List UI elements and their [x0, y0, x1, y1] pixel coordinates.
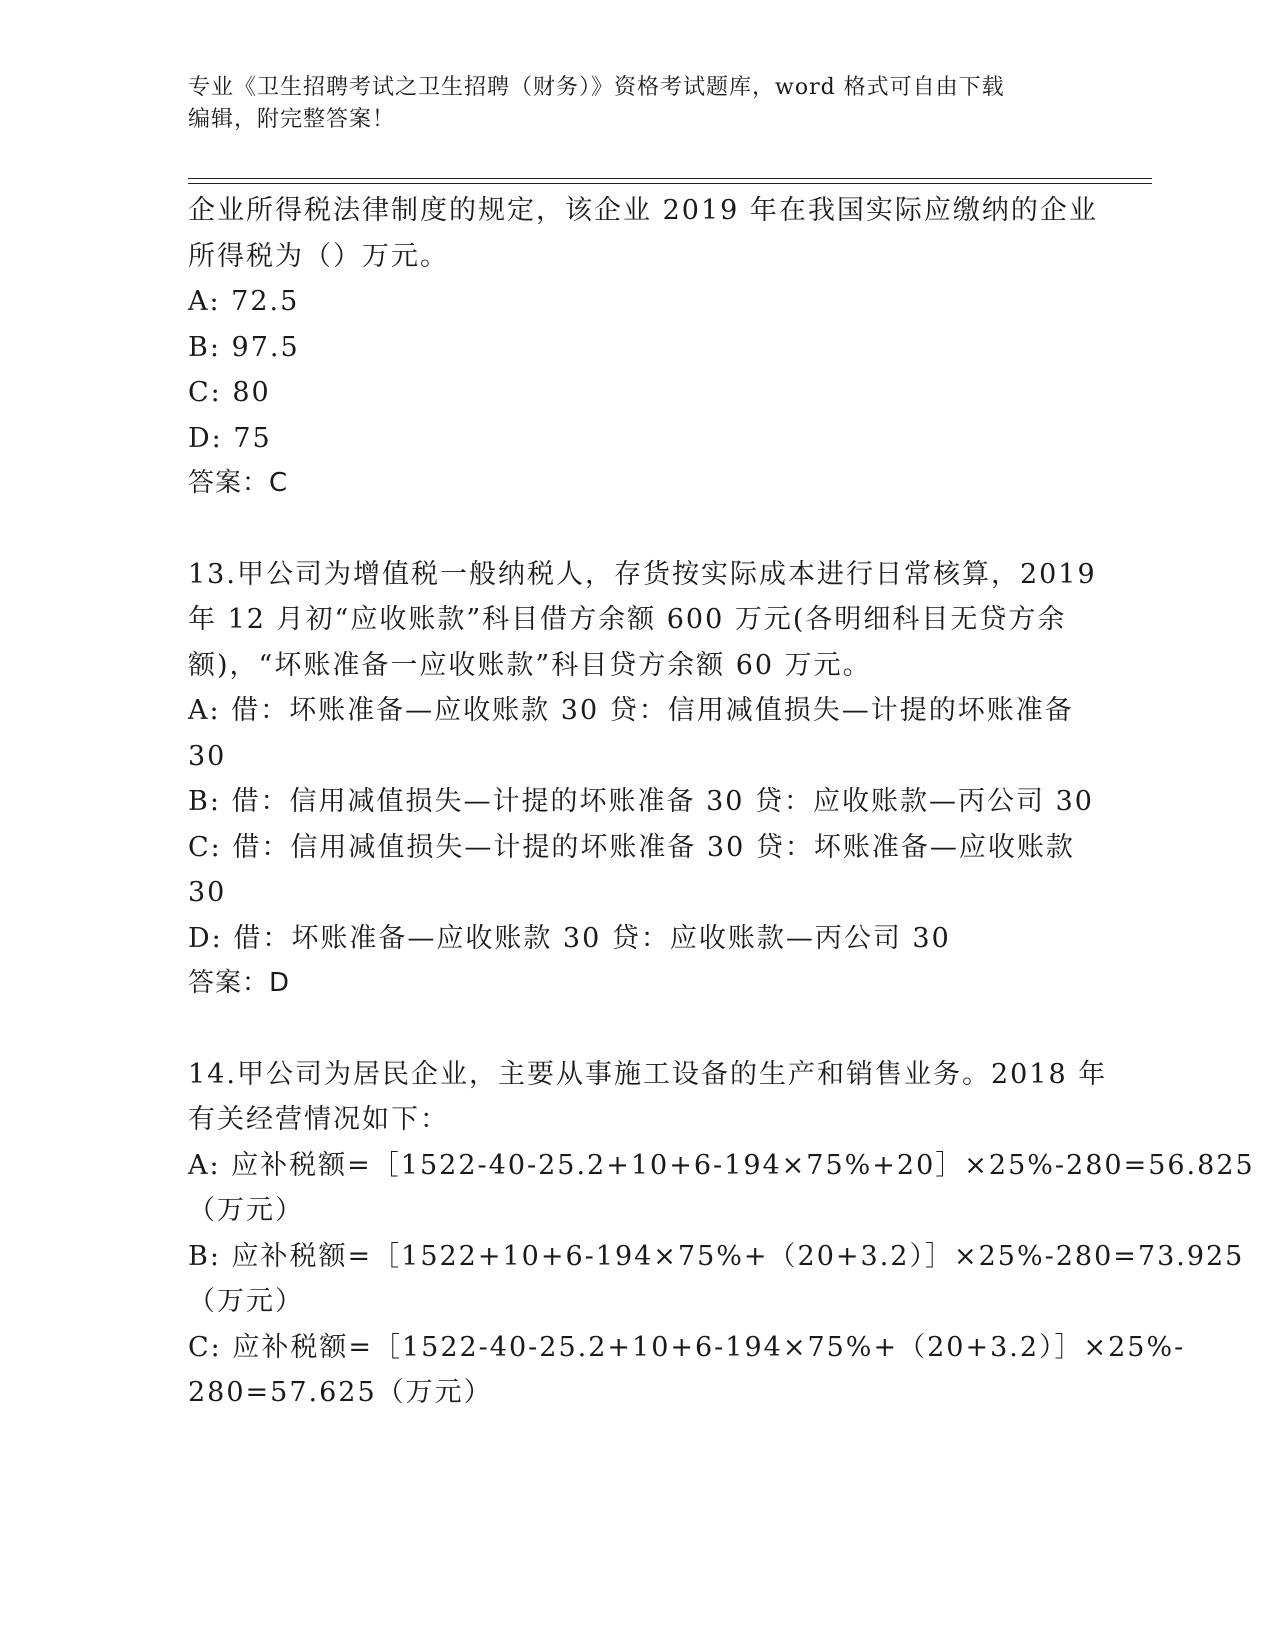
option-c: C: 应补税额=［1522-40-25.2+10+6-194×75%+（20+3.2）］×25%-: [188, 1331, 1186, 1363]
header-line-2: 编辑，附完整答案！: [188, 107, 396, 132]
header-divider-bottom: [188, 183, 1152, 184]
option-a-continued: 30: [188, 740, 227, 772]
option-c-continued: 280=57.625（万元）: [188, 1377, 493, 1408]
option-b: B: 97.5: [188, 331, 300, 363]
option-a: A: 借：坏账准备—应收账款 30 贷：信用减值损失—计提的坏账准备: [188, 695, 1074, 726]
option-b: B: 借：信用减值损失—计提的坏账准备 30 贷：应收账款—丙公司 30: [188, 786, 1094, 817]
option-a: A: 应补税额=［1522-40-25.2+10+6-194×75%+20］×25%-280=56.825: [188, 1149, 1255, 1181]
answer: 答案：C: [188, 468, 289, 498]
question-13: [188, 552, 1097, 1007]
spacer: [188, 1007, 1088, 1052]
document-header: [188, 72, 1088, 136]
option-a: A: 72.5: [188, 286, 300, 317]
question-12: [188, 188, 1098, 507]
document-body: [188, 188, 1255, 1416]
option-d: D: 75: [188, 422, 272, 454]
answer: 答案：D: [188, 968, 291, 998]
question-text: 年 12 月初“应收账款”科目借方余额 600 万元(各明细科目无贷方余: [188, 604, 1067, 635]
question-text: 所得税为（）万元。: [188, 240, 449, 272]
option-c: C: 80: [188, 377, 271, 408]
question-text: 企业所得税法律制度的规定，该企业 2019 年在我国实际应缴纳的企业: [188, 195, 1098, 226]
question-14: [188, 1052, 1255, 1416]
option-b-continued: （万元）: [188, 1286, 304, 1317]
option-c: C: 借：信用减值损失—计提的坏账准备 30 贷：坏账准备—应收账款: [188, 831, 1075, 863]
option-b: B: 应补税额=［1522+10+6-194×75%+（20+3.2）］×25%-280=73.925: [188, 1240, 1245, 1272]
option-a-continued: （万元）: [188, 1195, 304, 1226]
spacer: [188, 507, 1088, 552]
question-text: 13.甲公司为增值税一般纳税人，存货按实际成本进行日常核算，2019: [188, 558, 1097, 590]
question-text: 额)，“坏账准备一应收账款”科目贷方余额 60 万元。: [188, 649, 872, 681]
question-text: 14.甲公司为居民企业，主要从事施工设备的生产和销售业务。2018 年: [188, 1058, 1108, 1090]
header-line-1: 专业《卫生招聘考试之卫生招聘（财务）》资格考试题库，word 格式可自由下载: [188, 75, 1005, 100]
question-text: 有关经营情况如下：: [188, 1104, 449, 1135]
option-c-continued: 30: [188, 877, 227, 908]
option-d: D: 借：坏账准备—应收账款 30 贷：应收账款—丙公司 30: [188, 922, 951, 954]
header-divider-top: [188, 178, 1152, 179]
